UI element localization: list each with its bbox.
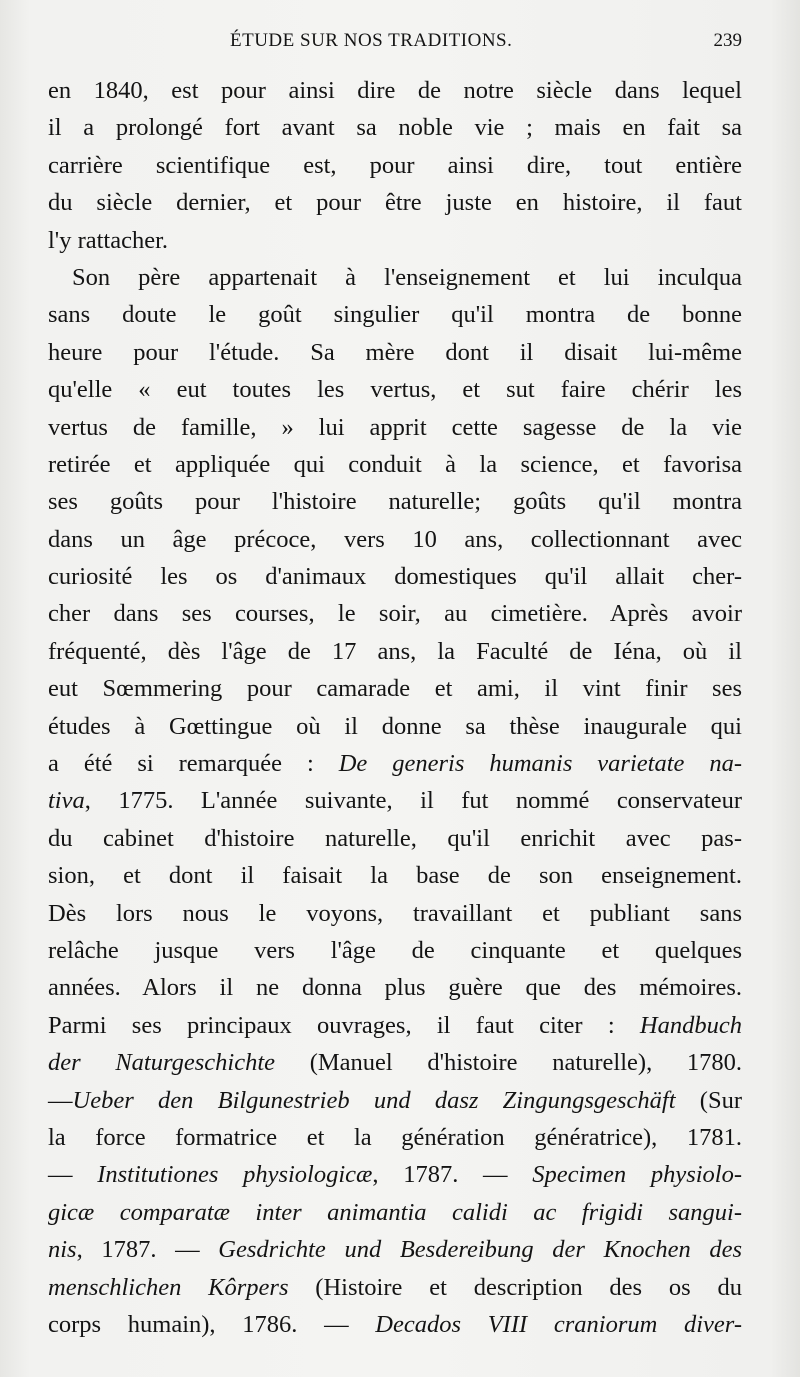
text-line <box>48 334 742 371</box>
body-text <box>48 72 742 1343</box>
text-line <box>48 1044 742 1081</box>
text-segment: l'y rattacher. <box>48 226 169 254</box>
text-line <box>48 446 742 483</box>
text-line <box>48 409 742 446</box>
italic-text-segment: Institutiones physiologicæ <box>97 1161 373 1189</box>
text-segment: , 1787. — <box>76 1236 219 1264</box>
text-segment: (Histoire et description des os du <box>288 1273 742 1301</box>
text-line <box>48 371 742 408</box>
italic-text-segment: Gesdrichte und Besdereibung der Knochen des <box>218 1236 742 1264</box>
text-segment: sans doute le goût singulier qu'il montra de bonne <box>48 301 742 329</box>
text-segment: a été si remarquée : <box>48 750 339 778</box>
text-line <box>48 595 742 632</box>
text-segment: fréquenté, dès l'âge de 17 ans, la Faculté de Iéna, où il <box>48 637 742 665</box>
text-line <box>48 1082 742 1119</box>
italic-text-segment: Ueber den Bilgunestrieb und dasz Zingungsgeschäft <box>72 1086 676 1114</box>
page-number: 239 <box>713 30 742 51</box>
text-segment: études à Gœttingue où il donne sa thèse inaugurale qui <box>48 712 742 740</box>
text-segment: carrière scientifique est, pour ainsi dire, tout entière <box>48 151 742 179</box>
text-line <box>48 670 742 707</box>
text-segment: , 1787. — <box>372 1161 533 1189</box>
text-line <box>48 184 742 221</box>
text-line <box>48 483 742 520</box>
italic-text-segment: tiva <box>48 787 85 815</box>
italic-text-segment: Decados VIII craniorum diver- <box>375 1310 743 1338</box>
text-segment: dans un âge précoce, vers 10 ans, collectionnant avec <box>48 525 742 553</box>
italic-text-segment: Specimen physiolo- <box>532 1161 742 1189</box>
running-title: ÉTUDE SUR NOS TRADITIONS. <box>230 30 513 51</box>
text-line <box>48 558 742 595</box>
text-line <box>48 969 742 1006</box>
text-line <box>48 708 742 745</box>
italic-text-segment: Handbuch <box>639 1011 742 1039</box>
text-segment: (Sur <box>675 1086 742 1114</box>
text-line <box>48 745 742 782</box>
text-segment: , 1775. L'année suivante, il fut nommé conservateur <box>84 787 742 815</box>
text-segment: retirée et appliquée qui conduit à la science, et favorisa <box>48 450 742 478</box>
text-segment: années. Alors il ne donna plus guère que des mémoires. <box>48 974 742 1002</box>
text-line <box>48 259 742 296</box>
text-segment: Parmi ses principaux ouvrages, il faut citer : <box>48 1011 640 1039</box>
italic-text-segment: menschlichen Kôrpers <box>48 1273 289 1301</box>
text-segment: eut Sœmmering pour camarade et ami, il vint finir ses <box>48 675 742 703</box>
italic-text-segment: nis <box>48 1236 77 1264</box>
text-segment: — <box>48 1086 73 1114</box>
text-segment: (Manuel d'histoire naturelle), 1780. <box>275 1049 743 1077</box>
text-line <box>48 109 742 146</box>
text-line <box>48 1194 742 1231</box>
text-segment: heure pour l'étude. Sa mère dont il disait lui-même <box>48 338 742 366</box>
text-segment: curiosité les os d'animaux domestiques qu'il allait cher- <box>48 563 742 591</box>
text-segment: relâche jusque vers l'âge de cinquante et quelques <box>48 936 742 964</box>
text-line <box>48 782 742 819</box>
italic-text-segment: der Naturgeschichte <box>48 1049 276 1077</box>
text-line <box>48 147 742 184</box>
text-line <box>48 1231 742 1268</box>
text-segment: Son père appartenait à l'enseignement et lui inculqua <box>72 263 742 291</box>
text-line <box>48 1269 742 1306</box>
text-line <box>48 222 742 259</box>
text-segment: il a prolongé fort avant sa noble vie ; mais en fait sa <box>48 114 742 142</box>
text-line <box>48 1156 742 1193</box>
text-line <box>48 895 742 932</box>
text-segment: en 1840, est pour ainsi dire de notre siècle dans lequel <box>48 77 742 104</box>
text-segment: vertus de famille, » lui apprit cette sagesse de la vie <box>48 413 742 441</box>
text-segment: qu'elle « eut toutes les vertus, et sut faire chérir les <box>48 376 742 404</box>
text-line <box>48 820 742 857</box>
text-segment: la force formatrice et la génération génératrice), 1781. <box>48 1123 742 1151</box>
italic-text-segment: De generis humanis varietate na- <box>338 750 742 778</box>
text-line <box>48 857 742 894</box>
text-segment: du siècle dernier, et pour être juste en histoire, il faut <box>48 189 742 217</box>
text-segment: Dès lors nous le voyons, travaillant et publiant sans <box>48 899 742 927</box>
text-segment: ses goûts pour l'histoire naturelle; goûts qu'il montra <box>48 488 742 516</box>
text-line <box>48 521 742 558</box>
text-line <box>48 1007 742 1044</box>
text-segment: du cabinet d'histoire naturelle, qu'il enrichit avec pas- <box>48 824 742 852</box>
page-header <box>48 30 742 62</box>
text-line <box>48 1306 742 1343</box>
italic-text-segment: gicæ comparatæ inter animantia calidi ac frigidi sangui- <box>48 1198 742 1226</box>
text-line <box>48 633 742 670</box>
text-segment: cher dans ses courses, le soir, au cimetière. Après avoir <box>48 600 742 628</box>
text-line <box>48 932 742 969</box>
text-segment: corps humain), 1786. — <box>48 1310 376 1338</box>
text-line <box>48 1119 742 1156</box>
text-segment: — <box>48 1161 98 1189</box>
text-line <box>48 296 742 333</box>
text-segment: sion, et dont il faisait la base de son enseignement. <box>48 862 742 890</box>
text-line <box>48 72 742 109</box>
